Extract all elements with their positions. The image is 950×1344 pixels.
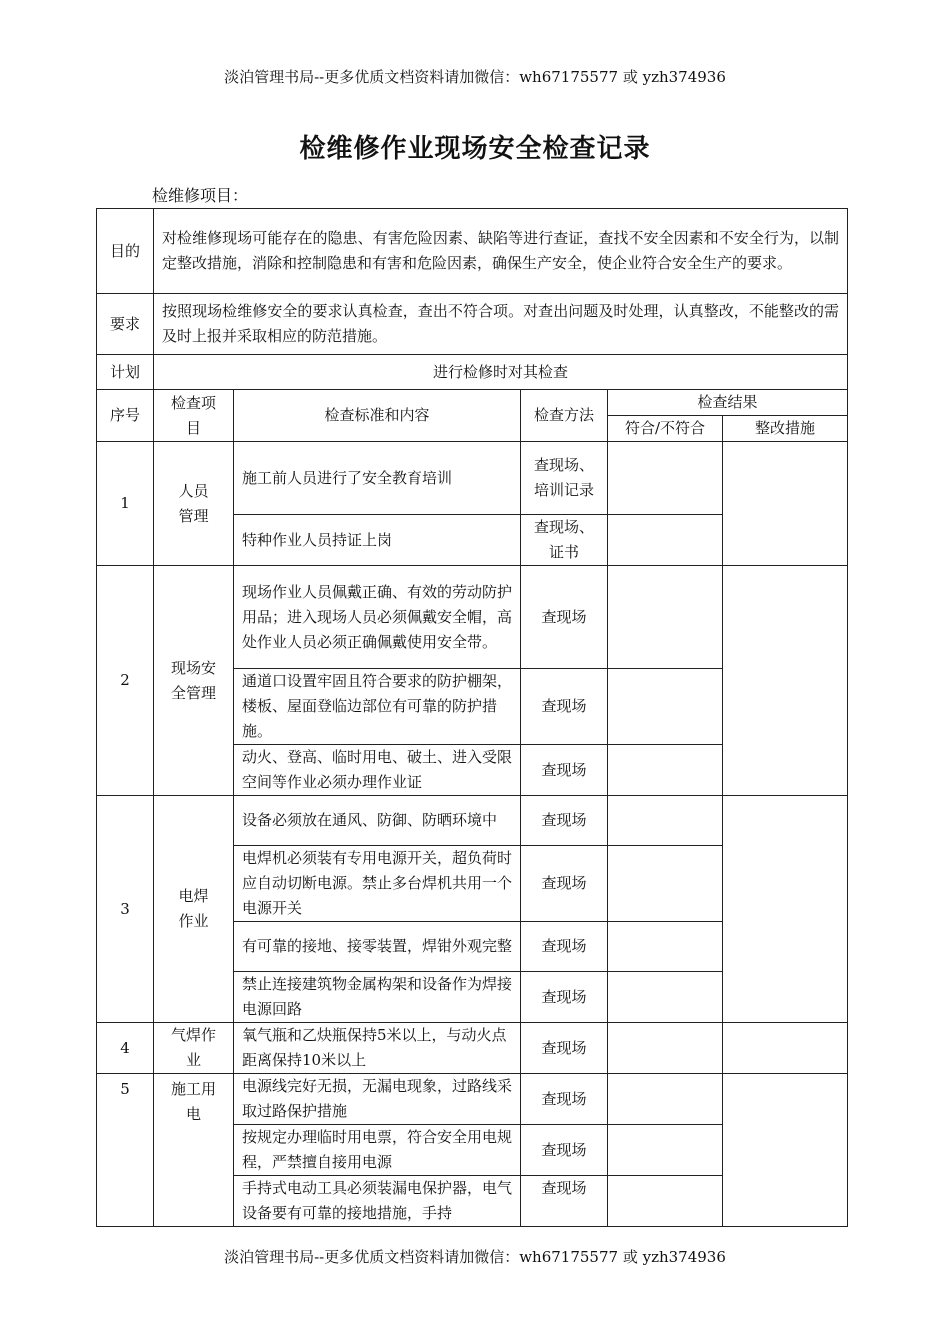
page-footer: 淡泊管理书局--更多优质文档资料请加微信：wh67175577 或 yzh374936 [224,1248,726,1266]
standard-header: 检查标准和内容 [234,390,521,442]
standard-cell: 禁止连接建筑物金属构架和设备作为焊接电源回路 [234,972,521,1023]
rectify-cell[interactable] [723,566,848,796]
method-cell: 查现场、培训记录 [521,442,608,515]
seq-cell: 2 [97,566,154,796]
rectify-header: 整改措施 [723,416,848,442]
method-header: 检查方法 [521,390,608,442]
conform-cell[interactable] [608,922,723,972]
standard-cell: 动火、登高、临时用电、破土、进入受限空间等作业必须办理作业证 [234,745,521,796]
standard-cell: 电源线完好无损，无漏电现象，过路线采取过路保护措施 [234,1074,521,1125]
standard-cell: 施工前人员进行了安全教育培训 [234,442,521,515]
purpose-label: 目的 [97,209,154,294]
conform-cell[interactable] [608,669,723,745]
inspection-table [96,208,848,1227]
method-cell: 查现场 [521,796,608,846]
purpose-row [97,209,848,294]
project-label: 检维修项目： [152,186,249,205]
rectify-cell[interactable] [723,1074,848,1227]
method-cell: 查现场、证书 [521,515,608,566]
result-header: 检查结果 [608,390,848,416]
seq-cell: 3 [97,796,154,1023]
conform-header: 符合/不符合 [608,416,723,442]
method-cell: 查现场 [521,972,608,1023]
conform-cell[interactable] [608,796,723,846]
plan-text: 进行检修时对其检查 [154,355,848,390]
document-title: 检维修作业现场安全检查记录 [299,134,651,164]
requirement-row [97,294,848,355]
standard-cell: 有可靠的接地、接零装置，焊钳外观完整 [234,922,521,972]
table-row [97,566,848,669]
plan-label: 计划 [97,355,154,390]
item-cell: 施工用电 [154,1074,234,1227]
requirement-text: 按照现场检维修安全的要求认真检查，查出不符合项。对查出问题及时处理，认真整改，不能整改的需及时上报并采取相应的防范措施。 [154,294,848,355]
conform-cell[interactable] [608,1023,723,1074]
standard-cell: 通道口设置牢固且符合要求的防护棚架，楼板、屋面登临边部位有可靠的防护措施。 [234,669,521,745]
standard-cell: 现场作业人员佩戴正确、有效的劳动防护用品；进入现场人员必须佩戴安全帽，高处作业人员必须正确佩戴使用安全带。 [234,566,521,669]
table-row [97,1074,848,1125]
item-cell: 人员管理 [154,442,234,566]
method-cell: 查现场 [521,1176,608,1227]
item-header: 检查项目 [154,390,234,442]
rectify-cell[interactable] [723,796,848,1023]
method-cell: 查现场 [521,566,608,669]
method-cell: 查现场 [521,1023,608,1074]
item-cell: 现场安全管理 [154,566,234,796]
standard-cell: 按规定办理临时用电票，符合安全用电规程，严禁擅自接用电源 [234,1125,521,1176]
method-cell: 查现场 [521,1074,608,1125]
conform-cell[interactable] [608,972,723,1023]
table-row [97,1023,848,1074]
standard-cell: 设备必须放在通风、防御、防晒环境中 [234,796,521,846]
rectify-cell[interactable] [723,442,848,566]
method-cell: 查现场 [521,1125,608,1176]
standard-cell: 氧气瓶和乙炔瓶保持5米以上，与动火点距离保持10米以上 [234,1023,521,1074]
seq-cell: 5 [97,1074,154,1227]
conform-cell[interactable] [608,1125,723,1176]
item-cell: 气焊作业 [154,1023,234,1074]
conform-cell[interactable] [608,1176,723,1227]
table-row [97,796,848,846]
page-header: 淡泊管理书局--更多优质文档资料请加微信：wh67175577 或 yzh374936 [224,68,726,86]
column-header-row [97,390,848,416]
standard-cell: 手持式电动工具必须装漏电保护器，电气设备要有可靠的接地措施，手持 [234,1176,521,1227]
item-cell: 电焊作业 [154,796,234,1023]
method-cell: 查现场 [521,922,608,972]
seq-cell: 4 [97,1023,154,1074]
conform-cell[interactable] [608,515,723,566]
method-cell: 查现场 [521,846,608,922]
conform-cell[interactable] [608,745,723,796]
purpose-text: 对检维修现场可能存在的隐患、有害危险因素、缺陷等进行查证，查找不安全因素和不安全行为，以制定整改措施，消除和控制隐患和有害和危险因素，确保生产安全，使企业符合安全生产的要求。 [154,209,848,294]
requirement-label: 要求 [97,294,154,355]
conform-cell[interactable] [608,442,723,515]
rectify-cell[interactable] [723,1023,848,1074]
method-cell: 查现场 [521,669,608,745]
table-row [97,442,848,515]
standard-cell: 特种作业人员持证上岗 [234,515,521,566]
plan-row [97,355,848,390]
conform-cell[interactable] [608,1074,723,1125]
conform-cell[interactable] [608,846,723,922]
seq-header: 序号 [97,390,154,442]
method-cell: 查现场 [521,745,608,796]
seq-cell: 1 [97,442,154,566]
standard-cell: 电焊机必须装有专用电源开关，超负荷时应自动切断电源。禁止多台焊机共用一个电源开关 [234,846,521,922]
conform-cell[interactable] [608,566,723,669]
